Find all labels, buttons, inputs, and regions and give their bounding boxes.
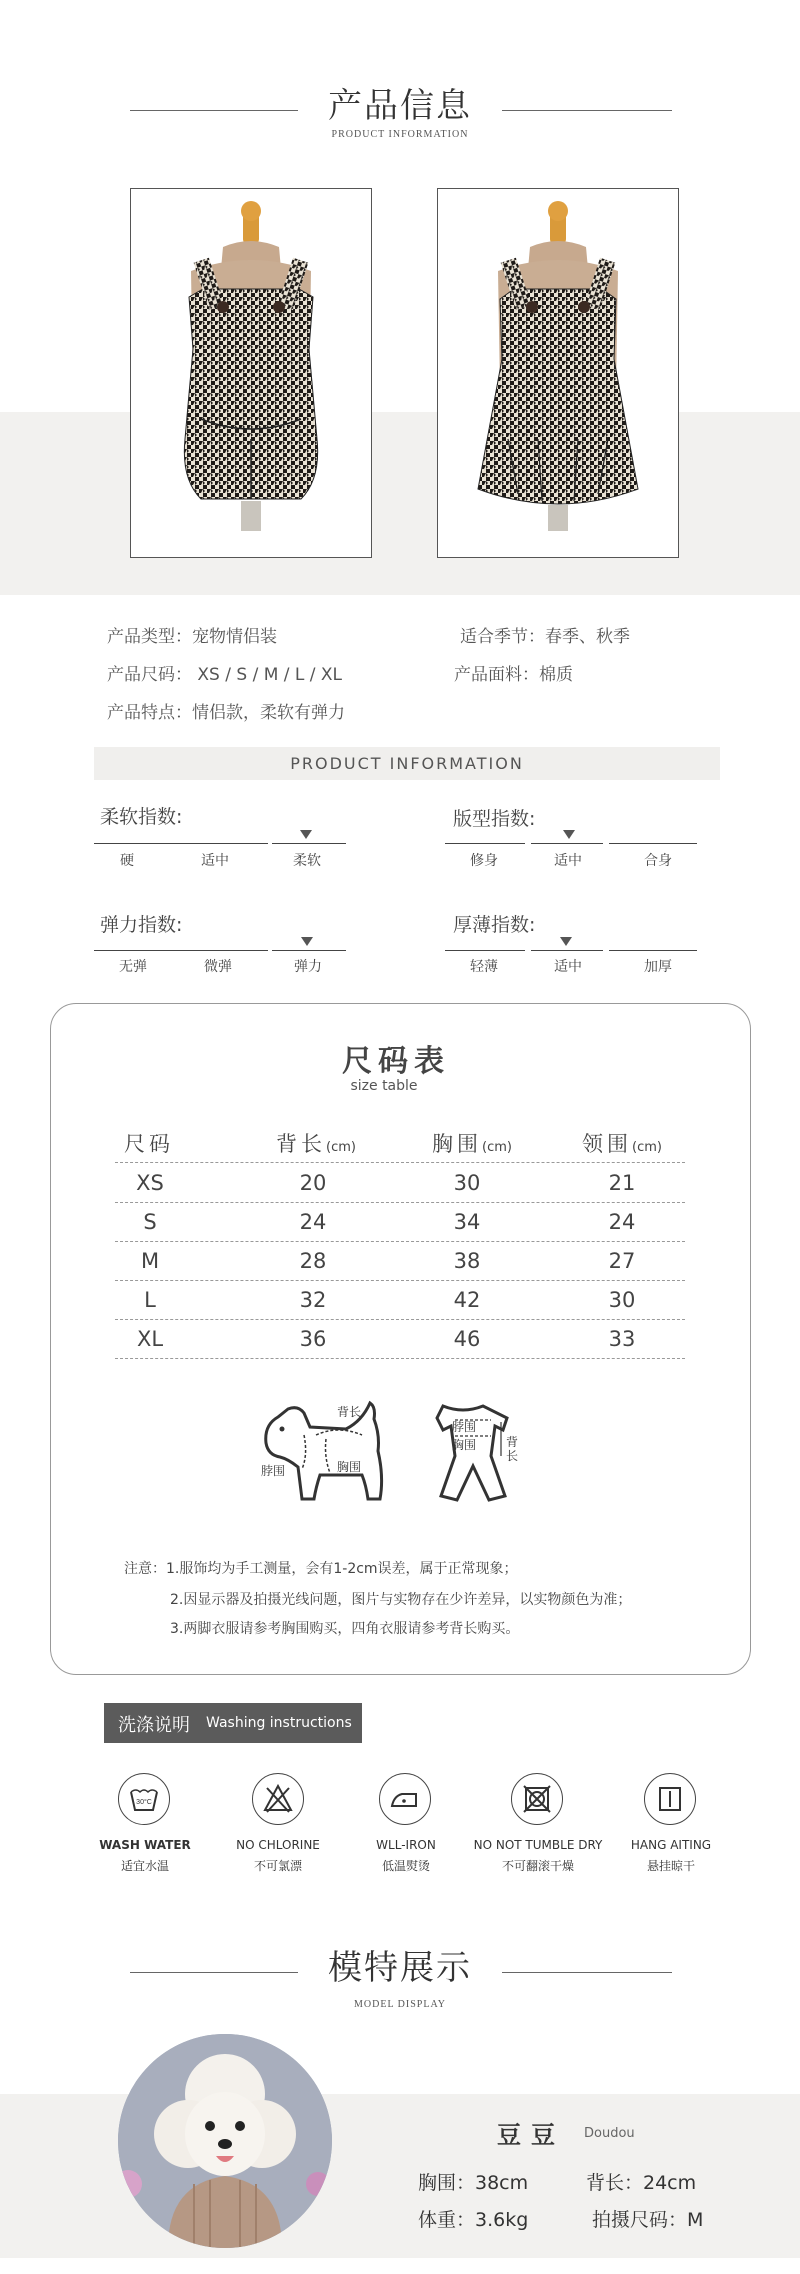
model-back: 背长：24cm xyxy=(586,2172,697,2194)
row-xs-neck: 21 xyxy=(608,1171,636,1195)
diagram-label-back: 背长 xyxy=(337,1405,362,1419)
low-iron-label-cn: 低温熨烫 xyxy=(381,1859,430,1873)
row-m-neck: 27 xyxy=(608,1249,636,1273)
elasticity-marker xyxy=(301,937,313,946)
garment-label-chest: 胸围 xyxy=(452,1438,477,1452)
header-back xyxy=(276,1128,356,1158)
elasticity-index-title: 弹力指数: xyxy=(100,914,183,936)
section-title-model: 模特展示 xyxy=(328,1948,472,1988)
spec-fabric: 产品面料：棉质 xyxy=(454,665,573,685)
thickness-scale-line xyxy=(445,950,525,951)
no-tumble-dry-icon xyxy=(511,1773,563,1825)
fit-index-title: 版型指数: xyxy=(453,808,536,830)
spec-season: 适合季节：春季、秋季 xyxy=(460,627,630,647)
row-m-back: 28 xyxy=(299,1249,327,1273)
table-divider xyxy=(115,1319,685,1320)
size-table-subtitle: size table xyxy=(350,1078,418,1094)
header-chest-unit: (cm) xyxy=(482,1140,512,1155)
low-iron-label-en: WLL-IRON xyxy=(376,1838,436,1852)
table-divider xyxy=(115,1162,685,1163)
softness-scale-line-2 xyxy=(272,843,346,844)
no-tumble-dry-label-cn: 不可翻滚干燥 xyxy=(501,1859,574,1873)
garment-label-neck: 脖围 xyxy=(452,1420,477,1434)
fit-label-slim: 修身 xyxy=(470,853,498,869)
product-information-bar: PRODUCT INFORMATION xyxy=(94,747,720,780)
hang-dry-label-cn: 悬挂晾干 xyxy=(646,1859,695,1873)
size-table-title: 尺码表 xyxy=(342,1044,450,1079)
row-xl-back: 36 xyxy=(299,1327,327,1351)
softness-scale-line xyxy=(94,843,268,844)
model-size: 拍摄尺码：M xyxy=(592,2209,704,2231)
row-xs-back: 20 xyxy=(299,1171,327,1195)
note-2: 2.因显示器及拍摄光线问题，图片与实物存在少许差异，以实物颜色为准； xyxy=(170,1592,632,1608)
wash-water-icon xyxy=(118,1773,170,1825)
no-chlorine-icon xyxy=(252,1773,304,1825)
header-back-unit: (cm) xyxy=(326,1140,356,1155)
thickness-label-thin: 轻薄 xyxy=(470,959,498,975)
softness-label-hard: 硬 xyxy=(120,853,134,869)
no-chlorine-label-cn: 不可氯漂 xyxy=(253,1859,302,1873)
model-name-en: Doudou xyxy=(584,2126,635,2141)
row-m-chest: 38 xyxy=(453,1249,481,1273)
thickness-scale-line-2 xyxy=(531,950,603,951)
row-xs-size: XS xyxy=(136,1171,164,1195)
spec-feature: 产品特点：情侣款，柔软有弹力 xyxy=(107,703,345,723)
model-name-cn: 豆豆 xyxy=(497,2121,565,2149)
diagram-label-neck: 脖围 xyxy=(261,1464,286,1478)
header-neck-label: 领围 xyxy=(582,1132,632,1156)
table-divider xyxy=(115,1358,685,1359)
softness-label-soft: 柔软 xyxy=(293,853,321,869)
section-subtitle-model: MODEL DISPLAY xyxy=(354,1999,446,2010)
row-l-chest: 42 xyxy=(453,1288,481,1312)
row-xl-neck: 33 xyxy=(608,1327,636,1351)
elasticity-scale-line-2 xyxy=(272,950,346,951)
elasticity-label-stretch: 弹力 xyxy=(294,959,322,975)
row-m-size: M xyxy=(140,1249,160,1273)
fit-label-medium: 适中 xyxy=(554,853,582,869)
row-xl-size: XL xyxy=(136,1327,164,1351)
no-chlorine-label-en: NO CHLORINE xyxy=(236,1838,320,1852)
row-l-back: 32 xyxy=(299,1288,327,1312)
row-s-back: 24 xyxy=(299,1210,327,1234)
row-l-neck: 30 xyxy=(608,1288,636,1312)
section-title-product-info: 产品信息 xyxy=(328,86,472,126)
diagram-label-chest: 胸围 xyxy=(337,1460,362,1474)
table-divider xyxy=(115,1202,685,1203)
spec-sizes: 产品尺码： XS / S / M / L / XL xyxy=(107,665,343,685)
table-divider xyxy=(115,1280,685,1281)
header-back-label: 背长 xyxy=(276,1132,326,1156)
model-chest: 胸围：38cm xyxy=(418,2172,529,2194)
fit-label-fitted: 合身 xyxy=(644,853,672,869)
elasticity-label-none: 无弹 xyxy=(119,959,147,975)
header-neck-unit: (cm) xyxy=(632,1140,662,1155)
section-subtitle-product-info: PRODUCT INFORMATION xyxy=(331,129,469,140)
model-dog-photo xyxy=(118,2034,332,2248)
product-photo-skirt xyxy=(437,188,679,558)
dog-measurement-diagram xyxy=(258,1395,403,1510)
hang-dry-label-en: HANG AITING xyxy=(630,1838,712,1852)
softness-index-title: 柔软指数: xyxy=(100,806,183,828)
thickness-index-title: 厚薄指数: xyxy=(453,914,536,936)
wash-water-label-en: WASH WATER xyxy=(99,1838,191,1852)
photo-band xyxy=(0,412,800,595)
softness-label-medium: 适中 xyxy=(201,853,229,869)
header-size: 尺码 xyxy=(124,1132,174,1156)
row-l-size: L xyxy=(144,1288,156,1312)
row-s-size: S xyxy=(143,1210,157,1234)
softness-marker xyxy=(300,830,312,839)
row-s-chest: 34 xyxy=(453,1210,481,1234)
row-xl-chest: 46 xyxy=(453,1327,481,1351)
row-s-neck: 24 xyxy=(608,1210,636,1234)
washing-instructions-tag xyxy=(104,1703,362,1743)
fit-scale-line-2 xyxy=(531,843,603,844)
thickness-scale-line-3 xyxy=(609,950,697,951)
thickness-marker xyxy=(560,937,572,946)
fit-scale-line-3 xyxy=(609,843,697,844)
fit-scale-line xyxy=(445,843,525,844)
thickness-label-medium: 适中 xyxy=(554,959,582,975)
garment-label-back: 背长 xyxy=(506,1435,519,1463)
wash-water-label-cn: 适宜水温 xyxy=(120,1859,169,1873)
row-xs-chest: 30 xyxy=(453,1171,481,1195)
table-divider xyxy=(115,1241,685,1242)
note-3: 3.两脚衣服请参考胸围购买，四角衣服请参考背长购买。 xyxy=(170,1621,520,1637)
header-chest xyxy=(432,1128,512,1158)
header-neck xyxy=(582,1128,662,1158)
no-tumble-dry-label-en: NO NOT TUMBLE DRY xyxy=(473,1838,603,1852)
note-1: 注意：1.服饰均为手工测量，会有1-2cm误差，属于正常现象； xyxy=(124,1561,518,1577)
hang-dry-icon xyxy=(644,1773,696,1825)
elasticity-label-slight: 微弹 xyxy=(204,959,232,975)
washing-title-cn: 洗涤说明 xyxy=(118,1715,190,1736)
product-photo-pants xyxy=(130,188,372,558)
elasticity-scale-line xyxy=(94,950,268,951)
model-weight: 体重：3.6kg xyxy=(418,2209,529,2231)
header-chest-label: 胸围 xyxy=(432,1132,482,1156)
thickness-label-thick: 加厚 xyxy=(644,959,672,975)
fit-marker xyxy=(563,830,575,839)
wash-temp-badge: 30°C xyxy=(136,1799,152,1806)
low-iron-icon xyxy=(379,1773,431,1825)
spec-type: 产品类型：宠物情侣装 xyxy=(107,627,277,647)
washing-title-en: Washing instructions xyxy=(206,1715,352,1731)
